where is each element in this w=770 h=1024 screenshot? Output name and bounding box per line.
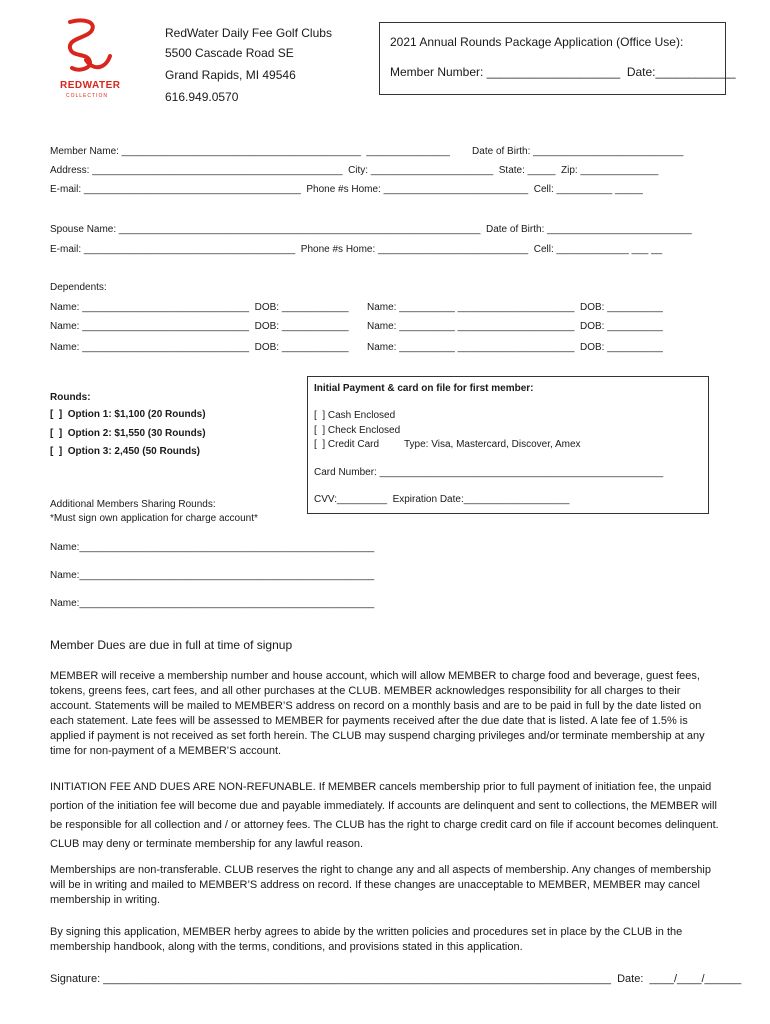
dependent-row-right[interactable]: Name: __________ _____________________ DOB: __________ <box>367 321 663 332</box>
office-use-box <box>379 22 736 95</box>
member-address-field[interactable]: Address: _____________________________________________ City: ______________________ State: _____ Zip: ______________ <box>50 165 659 176</box>
payment-credit-option[interactable]: [ ] Credit Card <box>314 439 380 450</box>
payment-cash-option[interactable]: [ ] Cash Enclosed <box>314 410 396 421</box>
spouse-name-field[interactable]: Spouse Name: _________________________________________________________________ Date of Birth: __________________________ <box>50 224 692 235</box>
additional-member-name-field[interactable]: Name:_____________________________________________________ <box>50 598 375 609</box>
round-option-3[interactable]: [ ] Option 3: 2,450 (50 Rounds) <box>50 446 201 457</box>
rounds-title: Rounds: <box>50 392 91 403</box>
dependents-title: Dependents: <box>50 282 107 293</box>
additional-members-title: Additional Members Sharing Rounds: <box>50 499 216 510</box>
card-number-field[interactable]: Card Number: ___________________________________________________ <box>314 467 664 478</box>
payment-box <box>307 376 709 514</box>
signature-field[interactable]: Signature: ___________________________________________________________________________________ Date: ____/____/______ <box>50 973 742 985</box>
round-option-2[interactable]: [ ] Option 2: $1,550 (30 Rounds) <box>50 428 206 439</box>
dependent-row-left[interactable]: Name: ______________________________ DOB: ____________ <box>50 302 349 313</box>
additional-member-name-field[interactable]: Name:_____________________________________________________ <box>50 542 375 553</box>
terms-paragraph-billing: MEMBER will receive a membership number and house account, which will allow MEMBER to charge food and beverage, guest fees, tokens, greens fees, cart fees, and all other purchases at the CLUB. MEMBER acknowledges responsibility for all charges to their account. Statements will be mailed to MEMBER’S address on record on a monthly basis and are to be paid in full by the date listed on each statement. Late fees will be assessed to MEMBER for payments received after the due date that is listed. A late fee of 1.5% is applied if payment is not received as set forth herein. The CLUB may suspend charging privileges and/or terminate membership at any time for non-payment of a MEMBER’S account. <box>50 670 705 757</box>
logo-wordmark: REDWATER <box>60 80 121 91</box>
spouse-email-field[interactable]: E-mail: ______________________________________ Phone #s Home: ___________________________ Cell: _____________ ___ __ <box>50 244 663 255</box>
payment-check-option[interactable]: [ ] Check Enclosed <box>314 425 401 436</box>
card-types: Type: Visa, Mastercard, Discover, Amex <box>404 439 581 450</box>
dependent-row-left[interactable]: Name: ______________________________ DOB: ____________ <box>50 342 349 353</box>
dependent-row-right[interactable]: Name: __________ _____________________ DOB: __________ <box>367 342 663 353</box>
org-name: RedWater Daily Fee Golf Clubs <box>165 26 332 40</box>
logo-subtitle: COLLECTION <box>66 93 108 99</box>
dependent-row-left[interactable]: Name: ______________________________ DOB: ____________ <box>50 321 349 332</box>
member-name-field[interactable]: Member Name: ___________________________________________ _______________ Date of Birth: ___________________________ <box>50 146 684 157</box>
additional-members-note: *Must sign own application for charge account* <box>50 513 258 524</box>
terms-paragraph-transfer: Memberships are non-transferable. CLUB reserves the right to change any and all aspects of membership. Any changes of membership will be in writing and mailed to MEMBER’S address on record. If these changes are unacceptable to MEMBER, MEMBER may cancel membership in writing. <box>50 864 711 906</box>
cvv-expiration-field[interactable]: CVV:_________ Expiration Date:___________________ <box>314 494 570 505</box>
member-email-field[interactable]: E-mail: _______________________________________ Phone #s Home: __________________________ Cell: __________ _____ <box>50 184 643 195</box>
payment-title: Initial Payment & card on file for first member: <box>314 383 534 394</box>
terms-paragraph-refund: INITIATION FEE AND DUES ARE NON-REFUNABLE. If MEMBER cancels membership prior to full payment of initiation fee, the unpaid portion of the initiation fee will become due and payable immediately. If accounts are delinquent and sent to collections, the MEMBER will be responsible for all collection and / or attorney fees. The CLUB has the right to charge credit card on file if account becomes delinquent. CLUB may deny or terminate membership for any lawful reason. <box>50 781 719 850</box>
org-phone: 616.949.0570 <box>165 90 239 104</box>
dependent-row-right[interactable]: Name: __________ _____________________ DOB: __________ <box>367 302 663 313</box>
round-option-1[interactable]: [ ] Option 1: $1,100 (20 Rounds) <box>50 409 206 420</box>
logo-mark <box>58 16 114 76</box>
org-address-line2: Grand Rapids, MI 49546 <box>165 68 296 82</box>
dues-notice: Member Dues are due in full at time of signup <box>50 638 293 652</box>
org-address-line1: 5500 Cascade Road SE <box>165 46 294 60</box>
terms-paragraph-agreement: By signing this application, MEMBER herby agrees to abide by the written policies and procedures set in place by the CLUB in the membership handbook, along with the terms, conditions, and provisions stated in this application. <box>50 926 683 953</box>
office-use-title: 2021 Annual Rounds Package Application (Office Use): <box>390 35 684 49</box>
additional-member-name-field[interactable]: Name:_____________________________________________________ <box>50 570 375 581</box>
redwater-logo <box>58 16 121 102</box>
member-number-field[interactable]: Member Number: ____________________ Date:____________ <box>390 65 736 79</box>
